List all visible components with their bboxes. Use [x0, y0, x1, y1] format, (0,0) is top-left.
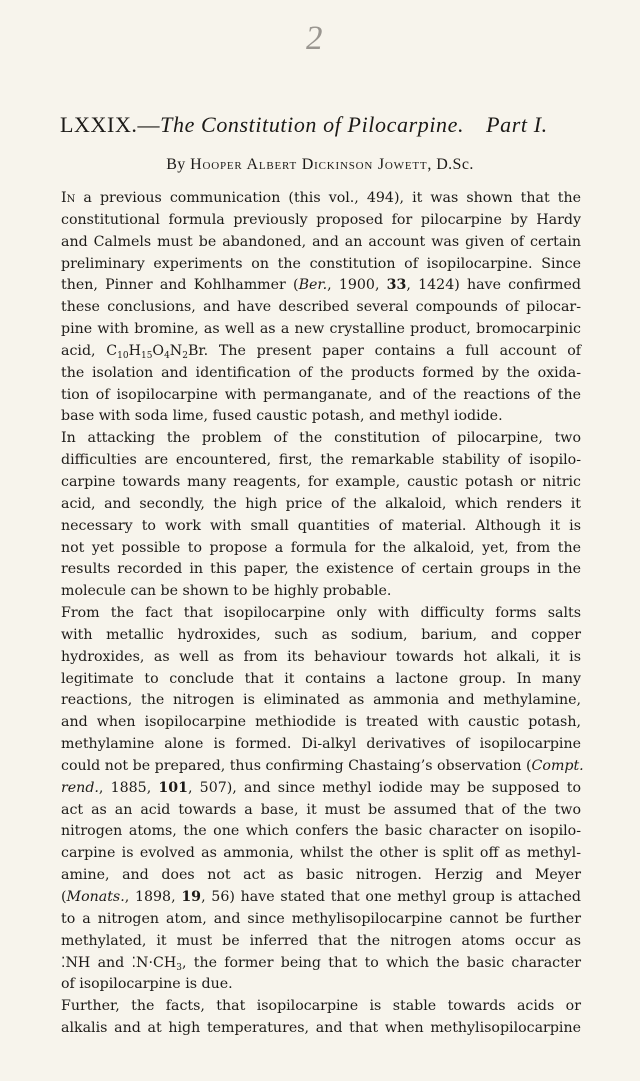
- title-dash: —: [137, 112, 161, 137]
- text-line: methylated, it must be inferred that the nitrogen atoms occur as: [61, 932, 581, 949]
- paragraph: [61, 603, 584, 996]
- text-line: carpine towards many reagents, for example, caustic potash or nitric: [61, 473, 581, 490]
- text-line: these conclusions, and have described several compounds of pilocar-: [61, 299, 581, 316]
- text-line: necessary to work with small quantities of material. Although it is: [61, 517, 581, 534]
- text-line: with metallic hydroxides, such as sodium, barium, and copper: [61, 626, 581, 643]
- text-line: act as an acid towards a base, it must be assumed that of the two: [61, 801, 581, 818]
- text-line: rend., 1885, 101, 507), and since methyl iodide may be supposed to: [61, 779, 581, 796]
- text-line: (Monats., 1898, 19, 56) have stated that one methyl group is attached: [61, 889, 581, 905]
- text-line: legitimate to conclude that it contains a lactone group. In many: [61, 670, 581, 687]
- volume-ref: 101: [158, 779, 188, 796]
- text-line: the isolation and identification of the products formed by the oxida-: [61, 364, 581, 381]
- text-line: carpine is evolved as ammonia, whilst the other is split off as methyl-: [61, 845, 581, 862]
- paragraph: [61, 428, 581, 603]
- lead-word: In: [61, 190, 76, 206]
- text-line: acid, $C_{10}H_{15}O_4N_2Br$. The present paper contains a full account of: [61, 342, 581, 361]
- text-line: In a previous communication (this vol., 494), it was shown that the: [61, 190, 581, 206]
- article-body: [61, 188, 584, 1040]
- text-line: methylamine alone is formed. Di-alkyl derivatives of isopilocarpine: [61, 736, 581, 753]
- text-line: constitutional formula previously proposed for pilocarpine by Hardy: [61, 211, 581, 228]
- text-line: not yet possible to propose a formula for the alkaloid, yet, from the: [61, 539, 581, 556]
- journal-ref: rend.: [61, 779, 99, 796]
- text-line: From the fact that isopilocarpine only with difficulty forms salts: [61, 605, 581, 622]
- journal-ref: Compt.: [531, 757, 584, 774]
- text-line: hydroxides, as well as from its behaviour towards hot alkali, it is: [61, 648, 581, 665]
- journal-ref: Monats.: [66, 889, 125, 905]
- text-line: results recorded in this paper, the existence of certain groups in the: [61, 561, 581, 578]
- text-line: and when isopilocarpine methiodide is treated with caustic potash,: [61, 714, 581, 731]
- text-line: could not be prepared, thus confirming Chastaing’s observation (Compt.: [61, 757, 584, 774]
- text-line: preliminary experiments on the constitution of isopilocarpine. Since: [61, 255, 581, 272]
- text-line: reactions, the nitrogen is eliminated as ammonia and methylamine,: [61, 692, 581, 709]
- text-line: Further, the facts, that isopilocarpine is stable towards acids or: [61, 998, 581, 1015]
- margin-mark: 2: [303, 20, 326, 57]
- text-line: base with soda lime, fused caustic potash, and methyl iodide.: [61, 408, 503, 425]
- journal-ref: Ber.: [298, 277, 328, 294]
- paragraph: [61, 996, 581, 1040]
- text-line: pine with bromine, as well as a new crystalline product, bromocarpinic: [61, 321, 581, 338]
- text-line: difficulties are encountered, first, the remarkable stability of isopilo-: [61, 452, 581, 469]
- article-title: [60, 112, 580, 138]
- article-number: LXXIX.: [60, 112, 138, 137]
- text-line: molecule can be shown to be highly probable.: [61, 583, 392, 600]
- text-line: acid, and secondly, the high price of the alkaloid, which renders it: [61, 495, 581, 512]
- text-line: and Calmels must be abandoned, and an account was given of certain: [61, 233, 581, 250]
- title-text: The Constitution of Pilocarpine.: [160, 112, 465, 137]
- volume-ref: 19: [181, 889, 202, 905]
- text-line: In attacking the problem of the constitution of pilocarpine, two: [61, 430, 581, 447]
- byline: [0, 156, 640, 174]
- title-part: Part I.: [486, 112, 548, 137]
- author-name: Hooper Albert Dickinson Jowett: [190, 156, 428, 173]
- text-line: alkalis and at high temperatures, and that when methylisopilocarpine: [61, 1020, 581, 1037]
- text-line: nitrogen atoms, the one which confers the basic character on isopilo-: [61, 823, 581, 840]
- text-line: then, Pinner and Kohlhammer (Ber., 1900, 33, 1424) have confirmed: [61, 277, 581, 294]
- text-line: of isopilocarpine is due.: [61, 976, 233, 993]
- author-degree: , D.Sc.: [427, 156, 474, 173]
- text-line: amine, and does not act as basic nitrogen. Herzig and Meyer: [61, 867, 581, 884]
- paragraph: [61, 188, 581, 428]
- text-line: tion of isopilocarpine with permanganate, and of the reactions of the: [61, 386, 581, 403]
- text-line: ⁚NH and $⁚N\cdot CH_3$, the former being that to which the basic character: [61, 954, 581, 973]
- byline-prefix: By: [166, 156, 186, 173]
- text-line: to a nitrogen atom, and since methylisopilocarpine cannot be further: [61, 910, 581, 927]
- volume-ref: 33: [386, 277, 407, 294]
